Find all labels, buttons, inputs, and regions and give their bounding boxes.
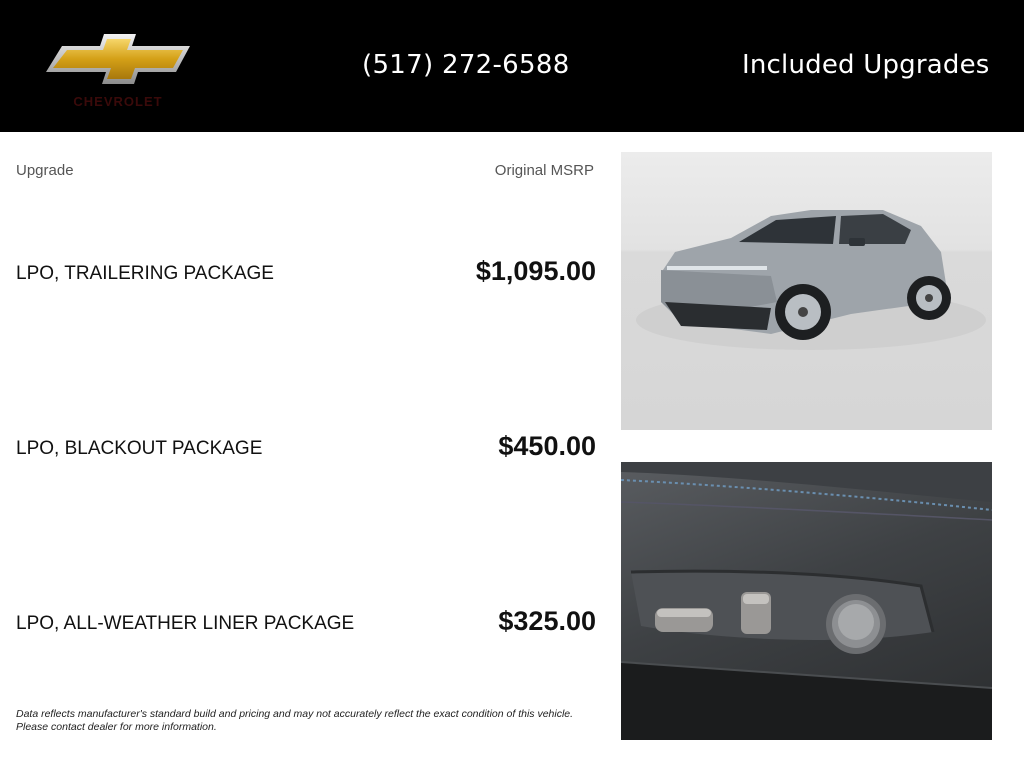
dealer-phone[interactable]: (517) 272-6588 [362,50,570,80]
vehicle-exterior-photo[interactable] [621,152,992,430]
svg-text:CHEVROLET: CHEVROLET [73,94,163,109]
upgrade-name: LPO, BLACKOUT PACKAGE [16,438,263,459]
upgrade-row [16,602,596,642]
upgrade-name: LPO, TRAILERING PACKAGE [16,263,274,284]
chevrolet-logo[interactable] [42,32,194,112]
header-bar [0,0,1024,132]
disclaimer-line: Data reflects manufacturer's standard build and pricing and may not accurately reflect the exact condition of this vehicle. [16,708,574,720]
upgrade-row [16,252,596,292]
page-title: Included Upgrades [742,50,990,80]
upgrade-price: $450.00 [498,431,596,461]
disclaimer [16,708,606,734]
seat-controls-photo[interactable] [621,462,992,740]
column-header-msrp: Original MSRP [494,162,594,179]
upgrade-price: $1,095.00 [475,256,596,286]
upgrade-name: LPO, ALL-WEATHER LINER PACKAGE [16,613,355,634]
upgrade-row [16,427,596,467]
column-header-upgrade: Upgrade [16,162,74,179]
upgrade-price: $325.00 [498,606,596,636]
disclaimer-line: Please contact dealer for more information. [16,721,217,733]
